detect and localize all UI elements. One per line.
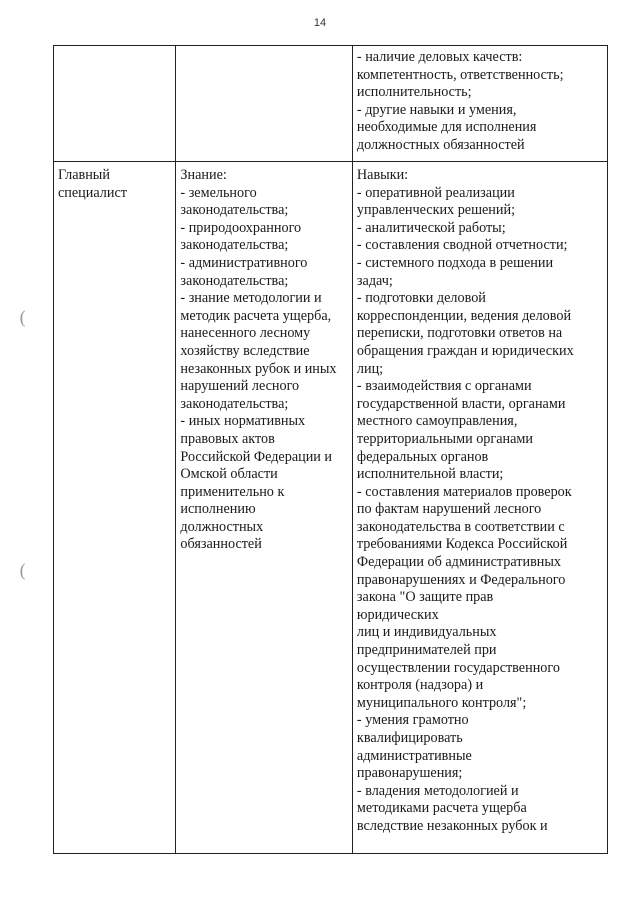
knowledge-line: нанесенного лесному (180, 325, 311, 342)
skills-line: правонарушениях и Федерального (356, 571, 566, 588)
skills-line: переписки, подготовки ответов на (356, 325, 563, 342)
skills-line: вследствие незаконных рубок и (356, 817, 548, 834)
table-cell-skills (352, 162, 607, 854)
knowledge-line: правовых актов (180, 430, 275, 447)
skills-line: Федерации об административных (356, 554, 562, 571)
skills-line: методиками расчета ущерба (356, 800, 527, 817)
skills-text-block (357, 49, 603, 155)
skills-line: задач; (356, 272, 393, 289)
skills-line: исполнительность; (356, 84, 472, 101)
knowledge-line: законодательства; (180, 237, 289, 254)
skills-line: административные (356, 747, 472, 764)
knowledge-line: - земельного (180, 184, 257, 201)
skills-line: - подготовки деловой (356, 290, 486, 307)
skills-line: муниципального контроля"; (356, 694, 527, 711)
margin-hole-mark: ( (19, 308, 27, 329)
skills-line: по фактам нарушений лесного (356, 501, 542, 518)
knowledge-line: хозяйству вследствие (180, 342, 310, 359)
knowledge-line: законодательства; (180, 202, 289, 219)
knowledge-line: Российской Федерации и (180, 448, 333, 465)
knowledge-line: обязанностей (180, 536, 262, 553)
knowledge-line: нарушений лесного (180, 378, 300, 395)
knowledge-line: законодательства; (180, 272, 289, 289)
knowledge-line: - природоохранного (180, 219, 302, 236)
skills-line: территориальными органами (356, 430, 533, 447)
skills-line: - владения методологией и (356, 782, 519, 799)
skills-line: государственной власти, органами (356, 395, 566, 412)
skills-line: - другие навыки и умения, (356, 101, 517, 118)
knowledge-line: Омской области (180, 466, 278, 483)
skills-line: - составления сводной отчетности; (356, 237, 568, 254)
qualification-table (53, 45, 608, 854)
skills-line: федеральных органов (356, 448, 489, 465)
skills-line: требованиями Кодекса Российской (356, 536, 568, 553)
table-cell-position (54, 46, 176, 162)
position-line: специалист (58, 184, 127, 201)
skills-line: правонарушения; (356, 765, 463, 782)
position-title (58, 167, 171, 202)
skills-line: корреспонденции, ведения деловой (356, 307, 572, 324)
knowledge-line: применительно к (180, 483, 285, 500)
page-number: 14 (313, 17, 327, 29)
skills-line: обращения граждан и юридических (356, 342, 574, 359)
skills-line: местного самоуправления, (356, 413, 518, 430)
skills-line: лиц и индивидуальных (356, 624, 497, 641)
skills-line: должностных обязанностей (356, 136, 525, 153)
skills-line: осуществлении государственного (356, 659, 560, 676)
knowledge-text-block (180, 167, 348, 554)
table-row (54, 46, 608, 162)
skills-line: - взаимодействия с органами (356, 378, 532, 395)
table-cell-skills (352, 46, 607, 162)
skills-line: - аналитической работы; (356, 219, 506, 236)
knowledge-line: должностных (180, 518, 264, 535)
skills-line: - наличие деловых качеств: (356, 49, 523, 65)
position-line: Главный (58, 167, 110, 183)
skills-line: лиц; (356, 360, 384, 377)
knowledge-line: исполнению (180, 501, 256, 518)
skills-line: управленческих решений; (356, 202, 516, 219)
skills-line: предпринимателей при (356, 642, 497, 659)
knowledge-line: методик расчета ущерба, (180, 307, 332, 324)
skills-line: - оперативной реализации (356, 184, 515, 201)
table-cell-position (54, 162, 176, 854)
knowledge-line: законодательства; (180, 395, 289, 412)
margin-hole-mark: ( (19, 561, 27, 582)
skills-line: юридических (356, 606, 439, 623)
knowledge-line: - знание методологии и (180, 290, 322, 307)
table-row (54, 162, 608, 854)
skills-line: необходимые для исполнения (356, 119, 537, 136)
knowledge-line: - иных нормативных (180, 413, 306, 430)
knowledge-line: Знание: (180, 167, 227, 183)
skills-line: контроля (надзора) и (356, 677, 484, 694)
knowledge-line: незаконных рубок и иных (180, 360, 337, 377)
skills-line: квалифицировать (356, 730, 463, 746)
skills-line: - составления материалов проверок (356, 483, 572, 500)
skills-line: закона "О защите прав (356, 589, 494, 606)
skills-line: - умения грамотно (356, 712, 469, 729)
skills-line: исполнительной власти; (356, 466, 504, 483)
knowledge-line: - административного (180, 254, 308, 271)
skills-line: Навыки: (356, 167, 409, 183)
table-cell-knowledge (176, 46, 353, 162)
table-cell-knowledge (176, 162, 353, 854)
skills-line: - системного подхода в решении (356, 254, 554, 271)
skills-line: компетентность, ответственность; (356, 66, 564, 83)
skills-line: законодательства в соответствии с (356, 518, 565, 535)
skills-text-block (357, 167, 603, 836)
